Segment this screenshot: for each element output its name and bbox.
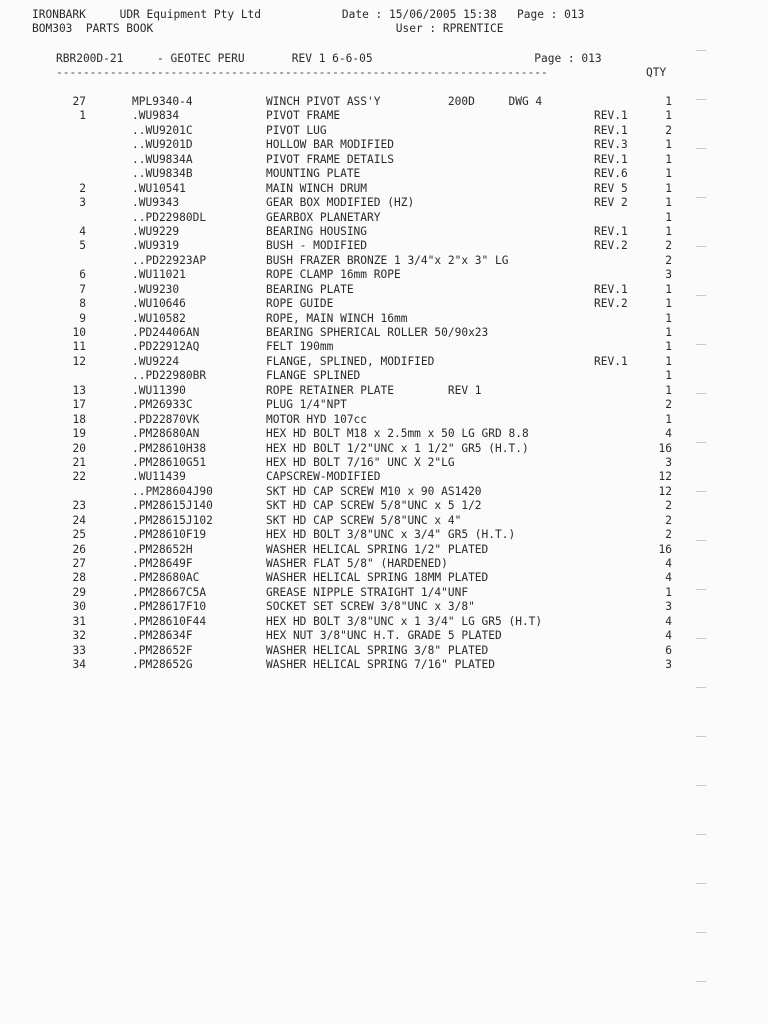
- part-number: .PM28615J102: [132, 513, 213, 527]
- part-number: ..WU9201C: [132, 123, 193, 137]
- parts-row: [0, 543, 768, 557]
- part-description: HEX HD BOLT M18 x 2.5mm x 50 LG GRD 8.8: [266, 427, 529, 441]
- part-number: .WU10541: [132, 181, 186, 195]
- quantity: 1: [665, 383, 672, 397]
- quantity: 1: [665, 340, 672, 354]
- parts-row: [0, 109, 768, 123]
- part-description: ROPE RETAINER PLATE REV 1: [266, 383, 482, 397]
- part-number: .WU11439: [132, 470, 186, 484]
- part-description: WASHER HELICAL SPRING 7/16" PLATED: [266, 658, 496, 672]
- part-description: BUSH FRAZER BRONZE 1 3/4"x 2"x 3" LG: [266, 253, 509, 267]
- part-description: MOUNTING PLATE: [266, 167, 361, 181]
- part-number: .WU11021: [132, 268, 186, 282]
- part-number: .PM28610F44: [132, 614, 207, 628]
- part-number: .PM28610H38: [132, 441, 207, 455]
- item-number: 12: [72, 354, 86, 368]
- revision: REV.2: [594, 239, 628, 253]
- part-number: .PM28652F: [132, 643, 193, 657]
- item-number: 5: [79, 239, 86, 253]
- margin-dash: [696, 834, 706, 835]
- part-number: .PM26933C: [132, 398, 193, 412]
- parts-row: [0, 268, 768, 282]
- revision: REV 2: [594, 196, 628, 210]
- revision: REV.1: [594, 152, 628, 166]
- item-number: 32: [72, 629, 86, 643]
- part-number: .WU9224: [132, 354, 180, 368]
- item-number: 18: [72, 412, 86, 426]
- part-description: PIVOT FRAME DETAILS: [266, 152, 394, 166]
- dashed-rule: -------------------------------------------------------------------------: [56, 66, 548, 79]
- report-header-line-2: [32, 22, 504, 36]
- revision: REV.1: [594, 109, 628, 123]
- parts-row: [0, 470, 768, 484]
- parts-row: [0, 95, 768, 109]
- part-description: HEX HD BOLT 3/8"UNC x 1 3/4" LG GR5 (H.T): [266, 614, 543, 628]
- quantity: 1: [665, 95, 672, 108]
- part-number: .PM28610F19: [132, 528, 207, 542]
- margin-dash: [696, 197, 706, 198]
- quantity: 1: [665, 224, 672, 238]
- part-number: ..PM28604J90: [132, 484, 213, 498]
- quantity: 1: [665, 167, 672, 181]
- part-description: WASHER HELICAL SPRING 3/8" PLATED: [266, 643, 489, 657]
- margin-dash: [696, 638, 706, 639]
- quantity: 1: [665, 585, 672, 599]
- item-number: 2: [79, 181, 86, 195]
- item-number: 7: [79, 282, 86, 296]
- item-number: 23: [72, 499, 86, 513]
- part-description: WASHER HELICAL SPRING 1/2" PLATED: [266, 542, 489, 556]
- parts-row: [0, 427, 768, 441]
- part-description: ROPE CLAMP 16mm ROPE: [266, 268, 401, 282]
- report-name: BOM303 PARTS BOOK: [32, 22, 154, 35]
- company-code: IRONBARK: [32, 8, 86, 21]
- parts-row: [0, 312, 768, 326]
- parts-row: [0, 297, 768, 311]
- part-description: FLANGE SPLINED: [266, 369, 361, 383]
- margin-dash: [696, 883, 706, 884]
- parts-row: [0, 254, 768, 268]
- quantity: 1: [665, 297, 672, 311]
- item-number: 24: [72, 513, 86, 527]
- item-number: 3: [79, 196, 86, 210]
- part-description: SKT HD CAP SCREW M10 x 90 AS1420: [266, 484, 482, 498]
- revision: REV.1: [594, 224, 628, 238]
- part-description: SOCKET SET SCREW 3/8"UNC x 3/8": [266, 600, 475, 614]
- part-description: FELT 190mm: [266, 340, 334, 354]
- quantity: 1: [665, 311, 672, 325]
- parts-row: [0, 124, 768, 138]
- item-number: 27: [72, 95, 86, 108]
- part-number: ..PD22980BR: [132, 369, 207, 383]
- item-number: 31: [72, 614, 86, 628]
- part-description: PLUG 1/4"NPT: [266, 398, 347, 412]
- part-number: ..WU9834A: [132, 152, 193, 166]
- quantity: 4: [665, 629, 672, 643]
- company-name: UDR Equipment Pty Ltd: [119, 8, 262, 21]
- quantity: 12: [658, 470, 672, 484]
- parts-row: [0, 239, 768, 253]
- part-number: .PM28680AC: [132, 571, 200, 585]
- margin-dash: [696, 785, 706, 786]
- parts-row: [0, 615, 768, 629]
- part-description: BUSH - MODIFIED: [266, 239, 368, 253]
- assembly-rev: REV 1 6-6-05: [291, 52, 373, 65]
- item-number: 11: [72, 340, 86, 354]
- quantity: 4: [665, 614, 672, 628]
- part-number: .PM28680AN: [132, 427, 200, 441]
- margin-dash: [696, 148, 706, 149]
- margin-dash: [696, 344, 706, 345]
- part-description: GREASE NIPPLE STRAIGHT 1/4"UNF: [266, 585, 469, 599]
- item-number: 4: [79, 224, 86, 238]
- quantity: 2: [665, 123, 672, 137]
- parts-row: [0, 557, 768, 571]
- part-description: MAIN WINCH DRUM: [266, 181, 368, 195]
- margin-dash: [696, 393, 706, 394]
- parts-row: [0, 586, 768, 600]
- quantity: 3: [665, 600, 672, 614]
- parts-row: [0, 326, 768, 340]
- assembly-code: RBR200D-21: [56, 52, 124, 65]
- quantity: 1: [665, 181, 672, 195]
- revision: REV.3: [594, 138, 628, 152]
- item-number: 10: [72, 326, 86, 339]
- quantity: 2: [665, 398, 672, 412]
- quantity: 2: [665, 499, 672, 513]
- part-description: BEARING PLATE: [266, 282, 354, 296]
- item-number: 6: [79, 268, 86, 282]
- revision: REV.1: [594, 282, 628, 296]
- assembly-header: [56, 52, 602, 66]
- parts-row: [0, 225, 768, 239]
- margin-dash: [696, 589, 706, 590]
- part-description: HEX NUT 3/8"UNC H.T. GRADE 5 PLATED: [266, 629, 502, 643]
- margin-dash: [696, 50, 706, 51]
- quantity: 4: [665, 427, 672, 441]
- quantity: 2: [665, 253, 672, 267]
- parts-list: [0, 95, 768, 673]
- part-number: .PM28652H: [132, 542, 193, 556]
- part-number: .WU10646: [132, 297, 186, 311]
- parts-row: [0, 167, 768, 181]
- quantity: 4: [665, 571, 672, 585]
- item-number: 17: [72, 398, 86, 412]
- item-number: 29: [72, 585, 86, 599]
- part-number: MPL9340-4: [132, 95, 193, 108]
- item-number: 22: [72, 470, 86, 484]
- part-description: GEAR BOX MODIFIED (HZ): [266, 196, 415, 210]
- part-number: .PM28667C5A: [132, 585, 207, 599]
- item-number: 28: [72, 571, 86, 585]
- part-number: .WU9834: [132, 109, 180, 123]
- quantity: 3: [665, 268, 672, 282]
- quantity: 16: [658, 542, 672, 556]
- revision: REV.1: [594, 123, 628, 137]
- quantity: 1: [665, 412, 672, 426]
- part-description: CAPSCREW-MODIFIED: [266, 470, 381, 484]
- part-number: .WU9319: [132, 239, 180, 253]
- parts-row: [0, 644, 768, 658]
- parts-row: [0, 600, 768, 614]
- item-number: 1: [79, 109, 86, 123]
- part-description: WASHER HELICAL SPRING 18MM PLATED: [266, 571, 489, 585]
- part-description: FLANGE, SPLINED, MODIFIED: [266, 354, 435, 368]
- part-description: WINCH PIVOT ASS'Y 200D DWG 4: [266, 95, 543, 108]
- revision: REV.2: [594, 297, 628, 311]
- assembly-page: Page : 013: [534, 52, 602, 65]
- part-number: ..PD22980DL: [132, 210, 207, 224]
- parts-row: [0, 629, 768, 643]
- quantity: 6: [665, 643, 672, 657]
- parts-row: [0, 442, 768, 456]
- margin-dash: [696, 736, 706, 737]
- part-description: ROPE, MAIN WINCH 16mm: [266, 311, 408, 325]
- part-number: .WU11390: [132, 383, 186, 397]
- margin-dash: [696, 99, 706, 100]
- parts-row: [0, 340, 768, 354]
- quantity: 1: [665, 138, 672, 152]
- item-number: 27: [72, 557, 86, 570]
- revision: REV.6: [594, 167, 628, 181]
- parts-row: [0, 514, 768, 528]
- parts-row: [0, 413, 768, 427]
- quantity: 1: [665, 354, 672, 368]
- margin-dash: [696, 540, 706, 541]
- parts-row: [0, 138, 768, 152]
- header-page: Page : 013: [517, 8, 585, 21]
- item-number: 8: [79, 297, 86, 311]
- parts-row: [0, 196, 768, 210]
- quantity: 16: [658, 441, 672, 455]
- quantity: 1: [665, 196, 672, 210]
- part-description: MOTOR HYD 107cc: [266, 412, 368, 426]
- part-description: BEARING SPHERICAL ROLLER 50/90x23: [266, 326, 489, 339]
- item-number: 19: [72, 427, 86, 441]
- margin-dash: [696, 246, 706, 247]
- parts-row: [0, 528, 768, 542]
- part-number: .PD24406AN: [132, 326, 200, 339]
- part-description: SKT HD CAP SCREW 5/8"UNC x 4": [266, 513, 462, 527]
- part-description: HEX HD BOLT 3/8"UNC x 3/4" GR5 (H.T.): [266, 528, 516, 542]
- part-description: HEX HD BOLT 1/2"UNC x 1 1/2" GR5 (H.T.): [266, 441, 529, 455]
- margin-dash: [696, 981, 706, 982]
- part-description: HOLLOW BAR MODIFIED: [266, 138, 394, 152]
- item-number: 9: [79, 311, 86, 325]
- quantity: 1: [665, 109, 672, 123]
- parts-row: [0, 499, 768, 513]
- part-number: .PD22870VK: [132, 412, 200, 426]
- parts-row: [0, 571, 768, 585]
- quantity: 3: [665, 455, 672, 469]
- parts-row: [0, 658, 768, 672]
- part-number: ..PD22923AP: [132, 253, 207, 267]
- quantity: 1: [665, 282, 672, 296]
- margin-dash: [696, 442, 706, 443]
- quantity: 1: [665, 369, 672, 383]
- item-number: 34: [72, 658, 86, 672]
- margin-dash: [696, 491, 706, 492]
- part-number: ..WU9201D: [132, 138, 193, 152]
- item-number: 21: [72, 455, 86, 469]
- part-number: .PM28649F: [132, 557, 193, 570]
- quantity: 2: [665, 528, 672, 542]
- part-number: .PM28617F10: [132, 600, 207, 614]
- item-number: 30: [72, 600, 86, 614]
- parts-row: [0, 485, 768, 499]
- parts-row: [0, 355, 768, 369]
- quantity: 2: [665, 513, 672, 527]
- part-number: .PM28615J140: [132, 499, 213, 513]
- qty-column-header: QTY: [646, 66, 667, 79]
- item-number: 13: [72, 383, 86, 397]
- item-number: 20: [72, 441, 86, 455]
- print-user: User : RPRENTICE: [395, 22, 504, 35]
- quantity: 4: [665, 557, 672, 570]
- print-date: Date : 15/06/2005 15:38: [341, 8, 497, 21]
- parts-row: [0, 456, 768, 470]
- part-number: .WU9230: [132, 282, 180, 296]
- parts-row: [0, 384, 768, 398]
- part-number: ..WU9834B: [132, 167, 193, 181]
- parts-row: [0, 283, 768, 297]
- part-description: GEARBOX PLANETARY: [266, 210, 381, 224]
- part-description: HEX HD BOLT 7/16" UNC X 2"LG: [266, 455, 455, 469]
- part-description: ROPE GUIDE: [266, 297, 334, 311]
- item-number: 25: [72, 528, 86, 542]
- revision: REV.1: [594, 354, 628, 368]
- part-number: .PM28652G: [132, 658, 193, 672]
- parts-row: [0, 182, 768, 196]
- revision: REV 5: [594, 181, 628, 195]
- part-description: WASHER FLAT 5/8" (HARDENED): [266, 557, 448, 570]
- part-description: PIVOT FRAME: [266, 109, 341, 123]
- part-description: SKT HD CAP SCREW 5/8"UNC x 5 1/2: [266, 499, 482, 513]
- quantity: 1: [665, 152, 672, 166]
- quantity: 12: [658, 484, 672, 498]
- part-description: BEARING HOUSING: [266, 224, 368, 238]
- item-number: 26: [72, 542, 86, 556]
- quantity: 1: [665, 210, 672, 224]
- margin-dash: [696, 295, 706, 296]
- margin-dash: [696, 932, 706, 933]
- quantity: 2: [665, 239, 672, 253]
- part-number: .PD22912AQ: [132, 340, 200, 354]
- quantity: 1: [665, 326, 672, 339]
- item-number: 33: [72, 643, 86, 657]
- parts-row: [0, 398, 768, 412]
- part-number: .PM28610G51: [132, 455, 207, 469]
- part-number: .PM28634F: [132, 629, 193, 643]
- quantity: 3: [665, 658, 672, 672]
- part-number: .WU9229: [132, 224, 180, 238]
- report-header-line-1: [32, 8, 584, 22]
- part-number: .WU9343: [132, 196, 180, 210]
- parts-row: [0, 369, 768, 383]
- part-number: .WU10582: [132, 311, 186, 325]
- part-description: PIVOT LUG: [266, 123, 327, 137]
- margin-dash: [696, 687, 706, 688]
- parts-row: [0, 153, 768, 167]
- parts-row: [0, 211, 768, 225]
- customer-name: - GEOTEC PERU: [157, 52, 245, 65]
